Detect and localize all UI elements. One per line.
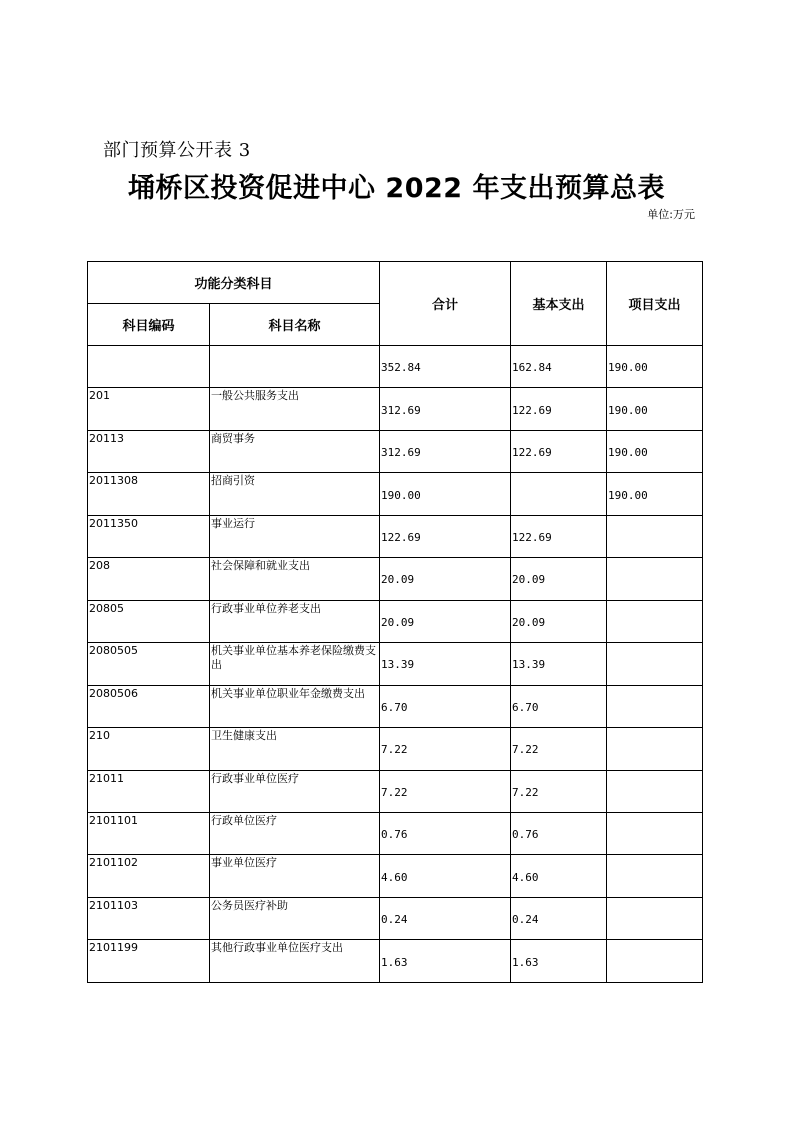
cell-code: 2101103 [88,897,210,939]
cell-project [607,855,703,897]
cell-total: 312.69 [380,388,511,430]
page-title: 埇桥区投资促进中心 2022 年支出预算总表 [128,173,665,204]
table-row [88,940,703,983]
cell-project [607,770,703,812]
table-row [88,897,703,939]
table-row [88,473,703,515]
cell-total: 6.70 [380,685,511,727]
column-header-name: 科目名称 [210,304,380,346]
cell-total: 352.84 [380,346,511,388]
cell-project: 190.00 [607,430,703,472]
cell-project [607,897,703,939]
document-label: 部门预算公开表 3 [103,140,251,161]
cell-total: 312.69 [380,430,511,472]
cell-project: 190.00 [607,388,703,430]
cell-code: 2101101 [88,812,210,854]
cell-total: 13.39 [380,643,511,685]
cell-code [88,346,210,388]
column-header-code: 科目编码 [88,304,210,346]
table-row [88,600,703,642]
group-header: 功能分类科目 [88,262,380,304]
cell-name: 其他行政事业单位医疗支出 [210,940,380,983]
cell-name: 事业单位医疗 [210,855,380,897]
cell-basic: 122.69 [511,515,607,557]
cell-code: 210 [88,728,210,770]
cell-name [210,346,380,388]
table-row [88,855,703,897]
table-row [88,728,703,770]
budget-table [87,261,703,983]
cell-total: 20.09 [380,558,511,600]
cell-name: 行政事业单位医疗 [210,770,380,812]
cell-code: 2080505 [88,643,210,685]
cell-total: 7.22 [380,770,511,812]
cell-total: 1.63 [380,940,511,983]
column-header-project: 项目支出 [607,262,703,346]
cell-total: 190.00 [380,473,511,515]
cell-basic: 7.22 [511,770,607,812]
column-header-total: 合计 [380,262,511,346]
cell-code: 2080506 [88,685,210,727]
table-row [88,388,703,430]
cell-name: 一般公共服务支出 [210,388,380,430]
cell-code: 201 [88,388,210,430]
cell-basic: 0.76 [511,812,607,854]
cell-name: 卫生健康支出 [210,728,380,770]
cell-name: 商贸事务 [210,430,380,472]
cell-project [607,558,703,600]
cell-project [607,600,703,642]
cell-project [607,940,703,983]
table-row [88,770,703,812]
unit-label: 单位:万元 [647,208,695,221]
column-header-basic: 基本支出 [511,262,607,346]
cell-name: 行政单位医疗 [210,812,380,854]
cell-basic: 6.70 [511,685,607,727]
table-row [88,685,703,727]
cell-basic: 20.09 [511,558,607,600]
table-row [88,558,703,600]
cell-name: 事业运行 [210,515,380,557]
cell-name: 行政事业单位养老支出 [210,600,380,642]
cell-basic: 7.22 [511,728,607,770]
cell-project [607,812,703,854]
cell-code: 2011350 [88,515,210,557]
cell-basic: 0.24 [511,897,607,939]
table-body [88,346,703,983]
table-row [88,643,703,685]
cell-code: 20805 [88,600,210,642]
cell-basic: 122.69 [511,430,607,472]
cell-project [607,515,703,557]
cell-code: 21011 [88,770,210,812]
cell-code: 20113 [88,430,210,472]
cell-name: 招商引资 [210,473,380,515]
cell-project [607,728,703,770]
cell-name: 公务员医疗补助 [210,897,380,939]
cell-basic [511,473,607,515]
cell-total: 0.24 [380,897,511,939]
cell-basic: 13.39 [511,643,607,685]
cell-basic: 162.84 [511,346,607,388]
cell-code: 2101102 [88,855,210,897]
cell-basic: 4.60 [511,855,607,897]
table-row [88,430,703,472]
cell-project [607,643,703,685]
cell-total: 7.22 [380,728,511,770]
cell-total: 4.60 [380,855,511,897]
table-row [88,812,703,854]
cell-basic: 20.09 [511,600,607,642]
cell-code: 2011308 [88,473,210,515]
cell-code: 2101199 [88,940,210,983]
cell-name: 社会保障和就业支出 [210,558,380,600]
cell-total: 0.76 [380,812,511,854]
cell-code: 208 [88,558,210,600]
cell-project: 190.00 [607,473,703,515]
table-row [88,346,703,388]
cell-name: 机关事业单位基本养老保险缴费支出 [210,643,380,685]
cell-project [607,685,703,727]
cell-basic: 1.63 [511,940,607,983]
table-row [88,515,703,557]
cell-name: 机关事业单位职业年金缴费支出 [210,685,380,727]
cell-basic: 122.69 [511,388,607,430]
cell-total: 20.09 [380,600,511,642]
cell-project: 190.00 [607,346,703,388]
cell-total: 122.69 [380,515,511,557]
